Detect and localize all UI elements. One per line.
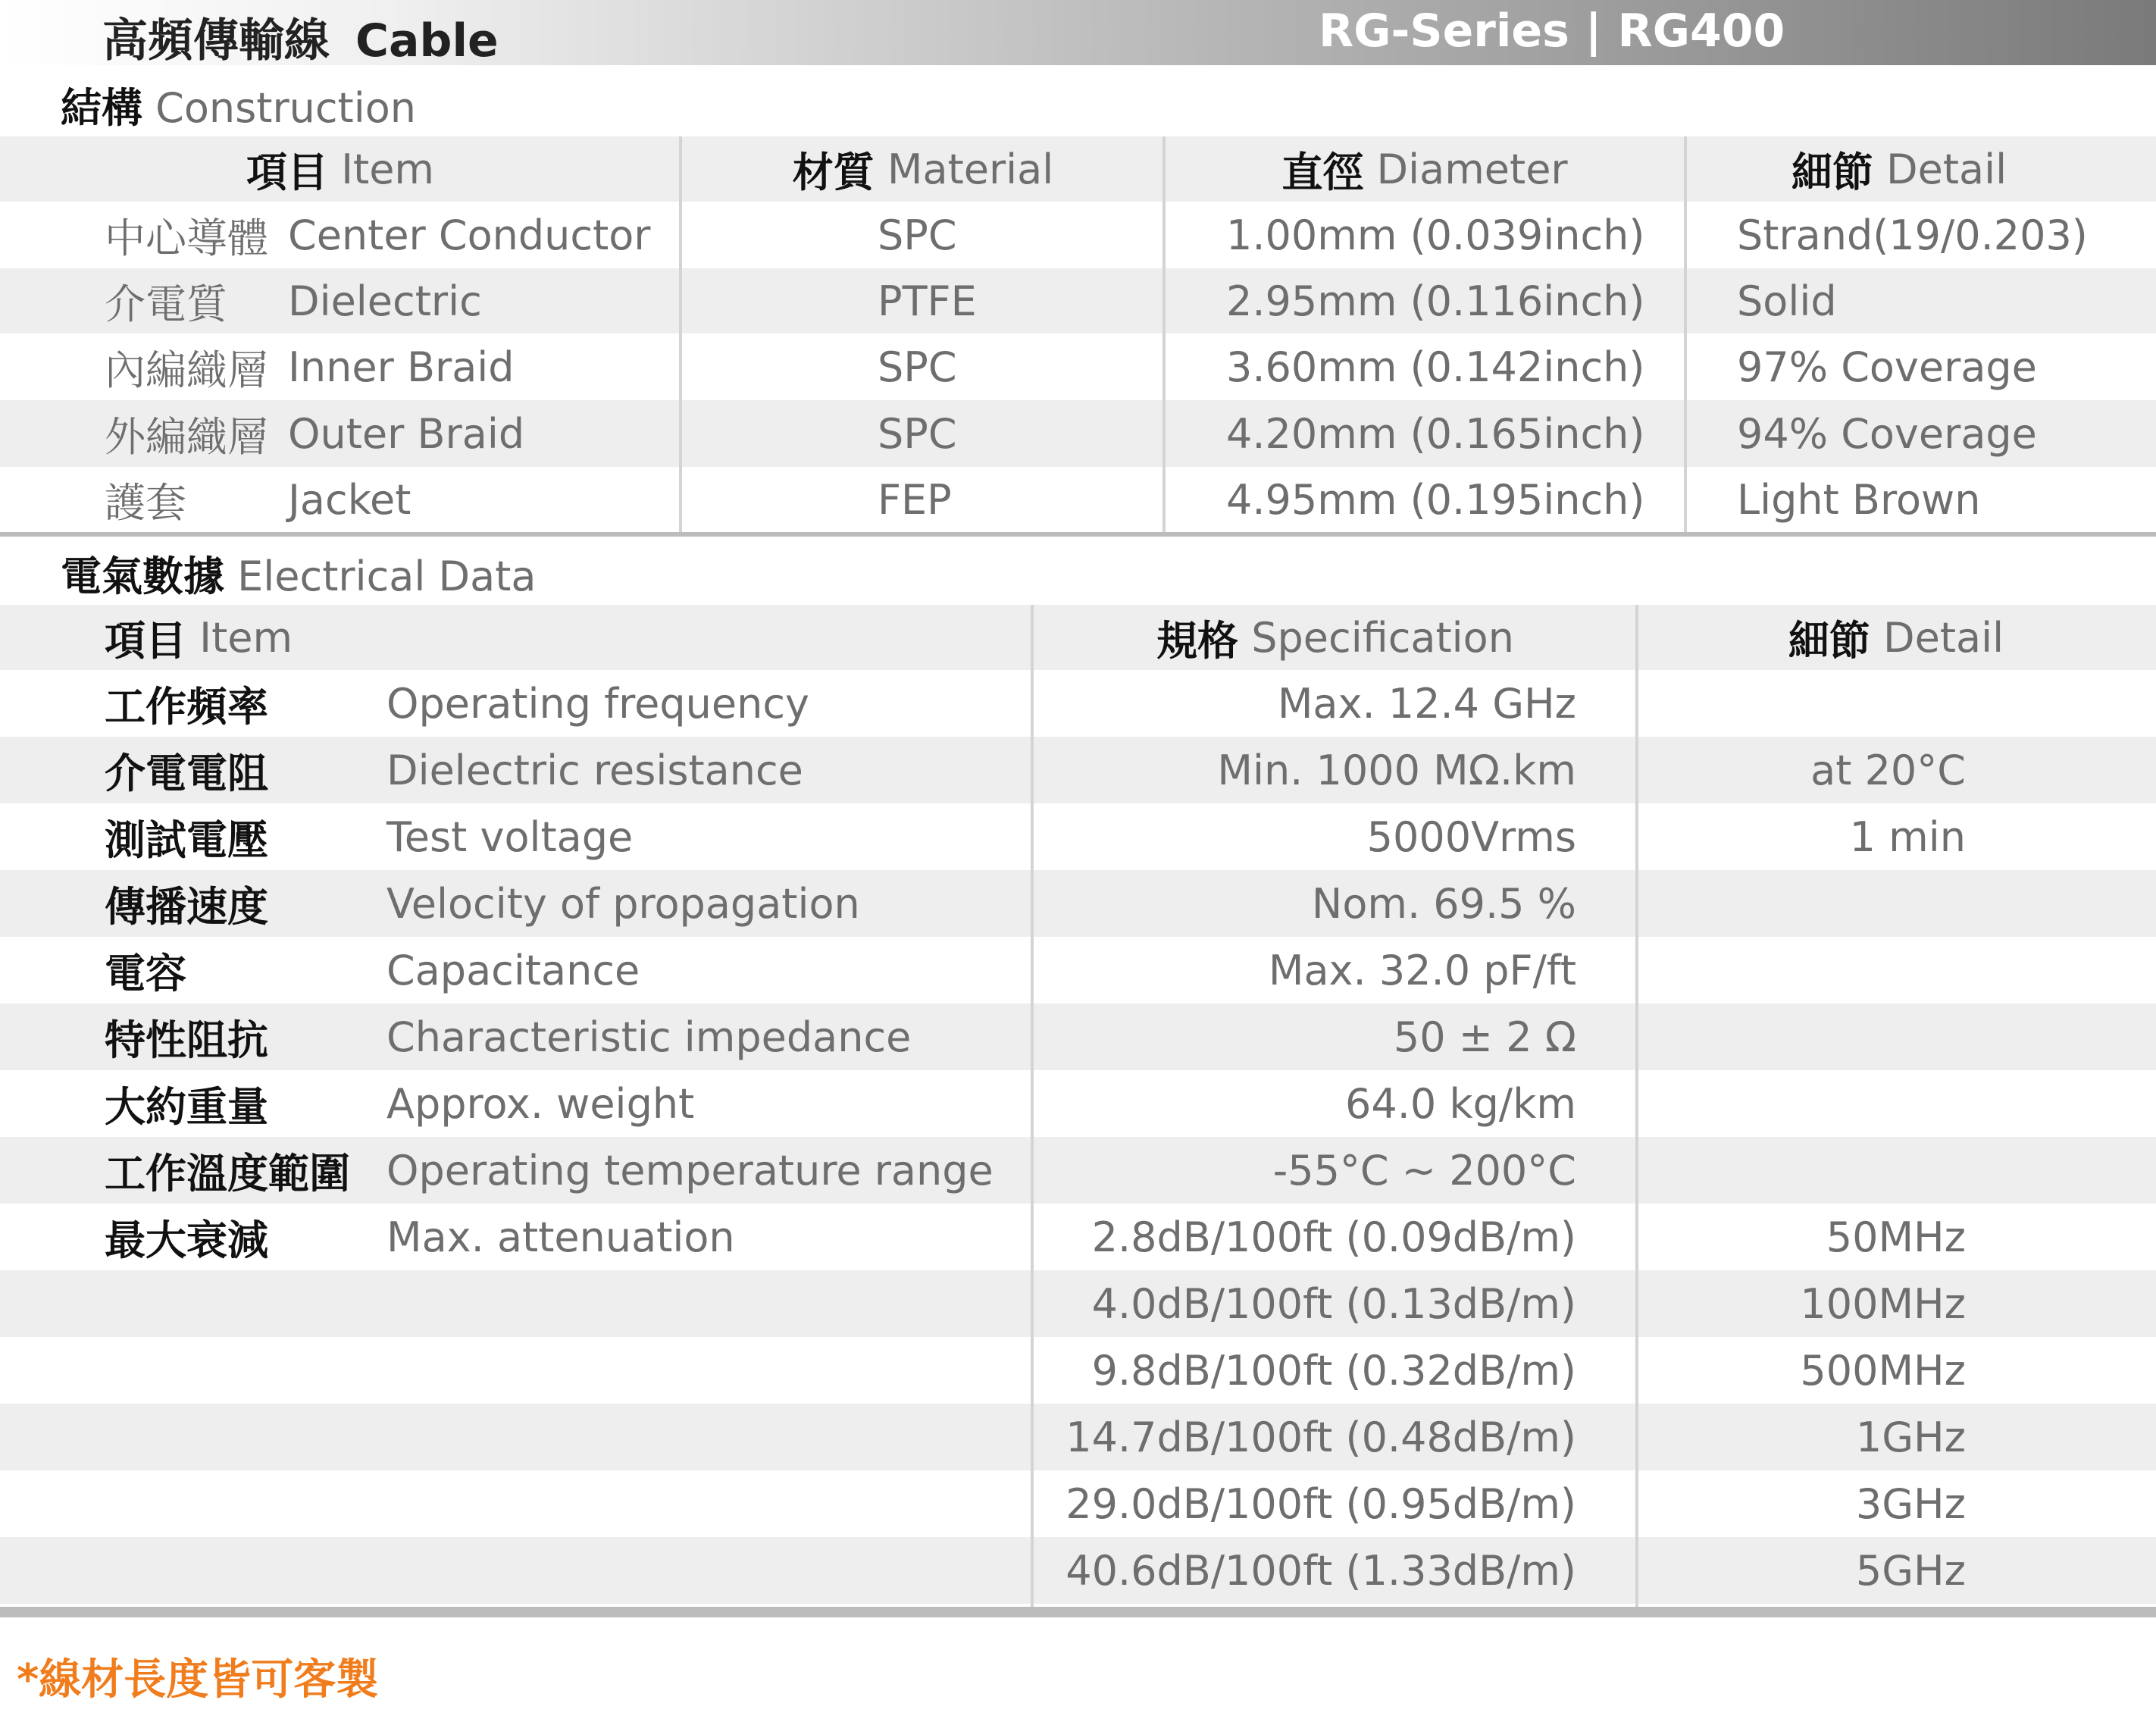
item-en: Dielectric — [288, 277, 482, 325]
spec-value: 9.8dB/100ft (0.32dB/m) — [1091, 1346, 1576, 1395]
column-divider — [1684, 136, 1687, 532]
table-row — [0, 737, 2156, 803]
spec-value: Nom. 69.5 % — [1311, 879, 1576, 928]
spec-value: 50 ± 2 Ω — [1393, 1013, 1576, 1061]
item-zh: 測試電壓 — [105, 816, 268, 864]
table-row — [0, 1270, 2156, 1337]
table-row — [0, 870, 2156, 937]
construction-header-diameter: 直徑 Diameter — [1281, 145, 1568, 196]
table-row — [0, 333, 2156, 400]
item-zh: 護套 — [105, 478, 186, 527]
table-row — [0, 1070, 2156, 1137]
construction-header-item: 項目 Item — [246, 145, 435, 196]
electrical-title-en: Electrical Data — [237, 553, 537, 600]
detail-value: 5GHz — [1855, 1546, 1966, 1595]
material: SPC — [878, 343, 957, 391]
item-zh: 大約重量 — [105, 1082, 268, 1131]
detail: Strand(19/0.203) — [1737, 211, 2088, 259]
item-zh: 電容 — [105, 949, 186, 997]
column-divider — [1162, 136, 1166, 532]
spec-value: 5000Vrms — [1366, 812, 1576, 861]
spec-value: Min. 1000 MΩ.km — [1217, 746, 1576, 794]
electrical-header-item: 項目 Item — [105, 613, 293, 665]
construction-header-row — [0, 136, 2156, 202]
item-zh: 最大衰減 — [105, 1216, 268, 1264]
detail: Light Brown — [1737, 475, 1981, 524]
detail: 94% Coverage — [1737, 409, 2037, 458]
item-en: Center Conductor — [288, 211, 651, 259]
spec-value: 29.0dB/100ft (0.95dB/m) — [1065, 1479, 1576, 1528]
item-en: Outer Braid — [288, 409, 525, 458]
material: FEP — [878, 475, 952, 524]
spec-value: Max. 12.4 GHz — [1277, 679, 1576, 728]
item-zh: 外編織層 — [105, 412, 268, 461]
table-row — [0, 1137, 2156, 1204]
construction-section-title — [61, 76, 416, 134]
diameter: 2.95mm (0.116inch) — [1226, 277, 1645, 325]
electrical-header-spec: 規格 Specification — [1156, 613, 1514, 665]
item-en: Inner Braid — [288, 343, 515, 391]
diameter: 4.20mm (0.165inch) — [1226, 409, 1645, 458]
table-row — [0, 1404, 2156, 1470]
table-bottom-border — [0, 1607, 2156, 1617]
table-row — [0, 1537, 2156, 1604]
detail-value — [1640, 937, 1966, 1003]
table-row — [0, 803, 2156, 870]
detail: 97% Coverage — [1737, 343, 2037, 391]
material: SPC — [878, 211, 957, 259]
column-divider — [679, 136, 682, 532]
item-zh: 特性阻抗 — [105, 1016, 268, 1064]
header-bar — [0, 0, 2156, 65]
item-zh: 介電質 — [105, 280, 227, 328]
construction-title-zh: 結構 — [61, 84, 142, 132]
electrical-header-detail: 細節 Detail — [1788, 613, 2004, 665]
construction-header-detail: 細節 Detail — [1791, 145, 2007, 196]
detail-value: 500MHz — [1800, 1346, 1966, 1395]
column-divider — [1031, 605, 1034, 1607]
item-en: Test voltage — [386, 812, 634, 861]
detail-value — [1640, 1003, 1966, 1070]
column-divider — [1635, 605, 1638, 1607]
item-zh: 中心導體 — [105, 214, 268, 262]
detail-value: 1 min — [1849, 812, 1966, 861]
item-zh: 工作頻率 — [105, 682, 268, 731]
detail-value: 50MHz — [1826, 1213, 1966, 1261]
construction-header-material: 材質 Material — [792, 145, 1054, 196]
construction-title-en: Construction — [155, 84, 416, 132]
customization-note: *線材長度皆可客製 — [17, 1655, 379, 1705]
electrical-header-row — [0, 605, 2156, 670]
spec-value: 40.6dB/100ft (1.33dB/m) — [1065, 1546, 1576, 1595]
spec-value: 64.0 kg/km — [1344, 1079, 1576, 1128]
table-row — [0, 1204, 2156, 1270]
item-en: Dielectric resistance — [386, 746, 803, 794]
item-en: Operating frequency — [386, 679, 809, 728]
detail-value — [1640, 1070, 1966, 1137]
item-en: Characteristic impedance — [386, 1013, 912, 1061]
detail-value — [1640, 670, 1966, 737]
table-row — [0, 400, 2156, 467]
title-en: Cable — [355, 14, 499, 67]
spec-value: 4.0dB/100ft (0.13dB/m) — [1091, 1279, 1576, 1328]
material: SPC — [878, 409, 957, 458]
item-en: Jacket — [288, 475, 411, 524]
item-zh: 傳播速度 — [105, 882, 268, 931]
series-label: RG-Series | RG400 — [1319, 5, 1785, 58]
detail: Solid — [1737, 277, 1837, 325]
electrical-section-title — [61, 544, 536, 603]
table-row — [0, 1470, 2156, 1537]
item-en: Max. attenuation — [386, 1213, 735, 1261]
section-divider — [0, 532, 2156, 537]
diameter: 4.95mm (0.195inch) — [1226, 475, 1645, 524]
diameter: 3.60mm (0.142inch) — [1226, 343, 1645, 391]
table-row — [0, 1337, 2156, 1404]
detail-value — [1640, 1137, 1966, 1204]
item-en: Operating temperature range — [386, 1146, 994, 1194]
table-row — [0, 670, 2156, 737]
detail-value: 3GHz — [1855, 1479, 1966, 1528]
table-row — [0, 202, 2156, 268]
table-row — [0, 467, 2156, 532]
title-zh: 高頻傳輸線 — [102, 14, 330, 67]
page-title — [102, 5, 499, 70]
electrical-title-zh: 電氣數據 — [61, 553, 224, 600]
diameter: 1.00mm (0.039inch) — [1226, 211, 1645, 259]
item-zh: 介電電阻 — [105, 749, 268, 797]
detail-value: 1GHz — [1855, 1413, 1966, 1461]
spec-value: -55°C ~ 200°C — [1272, 1146, 1576, 1194]
spec-value: 14.7dB/100ft (0.48dB/m) — [1065, 1413, 1576, 1461]
spec-value: 2.8dB/100ft (0.09dB/m) — [1091, 1213, 1576, 1261]
item-zh: 內編織層 — [105, 346, 268, 394]
item-en: Approx. weight — [386, 1079, 695, 1128]
detail-value: at 20°C — [1810, 746, 1966, 794]
detail-value — [1640, 870, 1966, 937]
item-zh: 工作溫度範圍 — [105, 1149, 350, 1198]
table-row — [0, 268, 2156, 333]
detail-value: 100MHz — [1800, 1279, 1966, 1328]
spec-value: Max. 32.0 pF/ft — [1268, 946, 1576, 994]
table-row — [0, 937, 2156, 1003]
item-en: Capacitance — [386, 946, 640, 994]
item-en: Velocity of propagation — [386, 879, 860, 928]
table-row — [0, 1003, 2156, 1070]
material: PTFE — [878, 277, 977, 325]
